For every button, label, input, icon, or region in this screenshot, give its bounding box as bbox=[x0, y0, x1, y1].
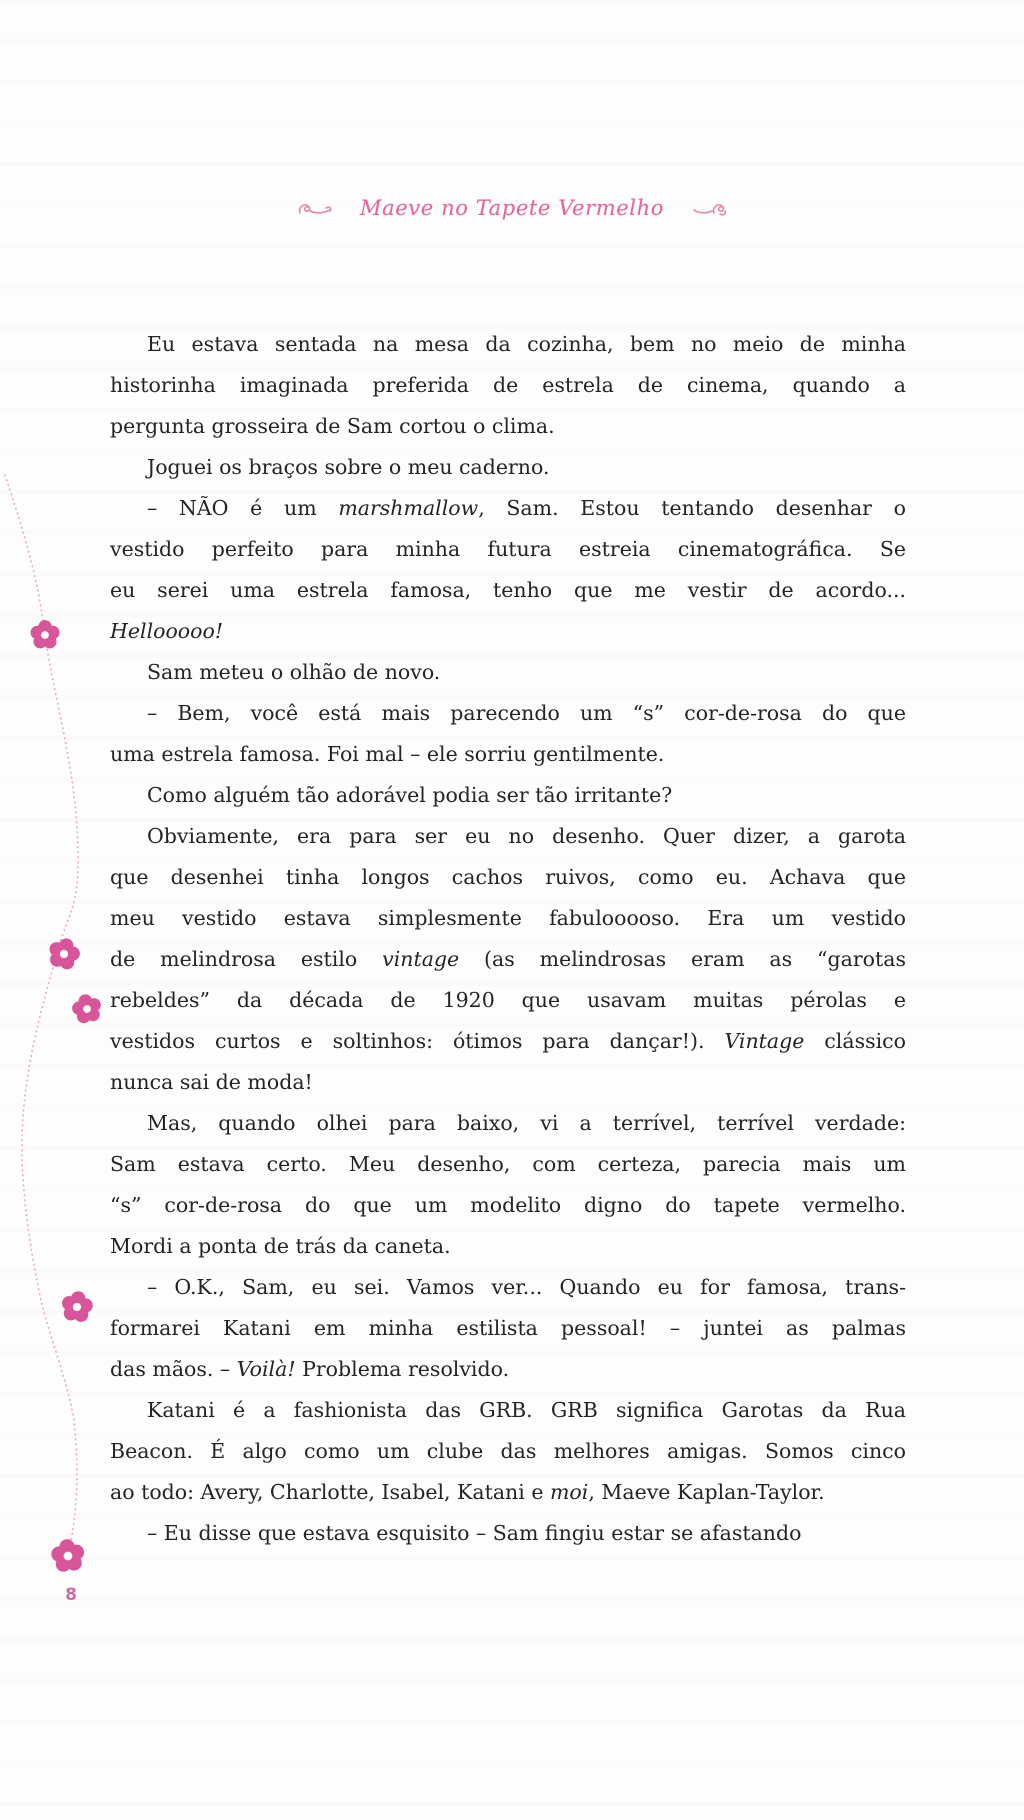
body-line: nunca sai de moda! bbox=[110, 1070, 313, 1094]
flower-icon bbox=[61, 1291, 93, 1323]
body-line: Katani é a fashionista das GRB. GRB significa Garotas da Rua bbox=[147, 1398, 906, 1422]
body-line: das mãos. – Voilà! Problema resolvido. bbox=[110, 1357, 510, 1381]
body-line: que desenhei tinha longos cachos ruivos, como eu. Achava que bbox=[110, 865, 906, 889]
flower-icon bbox=[72, 994, 102, 1024]
body-line: Como alguém tão adorável podia ser tão irritante? bbox=[147, 783, 673, 807]
body-line: rebeldes” da década de 1920 que usavam muitas pérolas e bbox=[110, 988, 906, 1012]
paragraph bbox=[110, 447, 906, 488]
body-line: eu serei uma estrela famosa, tenho que me vestir de acordo... bbox=[110, 578, 906, 602]
paragraph bbox=[110, 816, 906, 1103]
body-line: uma estrela famosa. Foi mal – ele sorriu gentilmente. bbox=[110, 742, 665, 766]
paragraph bbox=[110, 324, 906, 447]
body-line: – Bem, você está mais parecendo um “s” cor-de-rosa do que bbox=[147, 701, 906, 725]
body-line: ao todo: Avery, Charlotte, Isabel, Katani e moi, Maeve Kaplan-Taylor. bbox=[110, 1480, 825, 1504]
script-flourish-right-icon bbox=[690, 197, 728, 219]
body-line: Sam estava certo. Meu desenho, com certeza, parecia mais um bbox=[110, 1152, 906, 1176]
script-flourish-left-icon bbox=[296, 197, 334, 219]
paragraph bbox=[110, 1103, 906, 1267]
flower-icon bbox=[51, 1539, 85, 1573]
body-line: Mas, quando olhei para baixo, vi a terrível, terrível verdade: bbox=[147, 1111, 906, 1135]
paragraph bbox=[110, 1513, 906, 1554]
body-line: Mordi a ponta de trás da caneta. bbox=[110, 1234, 451, 1258]
body-line: Sam meteu o olhão de novo. bbox=[147, 660, 441, 684]
paragraph bbox=[110, 775, 906, 816]
body-line: – Eu disse que estava esquisito – Sam fingiu estar se afastando bbox=[147, 1521, 802, 1545]
body-line: Eu estava sentada na mesa da cozinha, bem no meio de minha bbox=[147, 332, 906, 356]
vine-dotted-curve bbox=[0, 470, 120, 1590]
body-line: Obviamente, era para ser eu no desenho. Quer dizer, a garota bbox=[147, 824, 906, 848]
body-line: vestidos curtos e soltinhos: ótimos para dançar!). Vintage clássico bbox=[110, 1029, 906, 1053]
body-line: “s” cor-de-rosa do que um modelito digno do tapete vermelho. bbox=[110, 1193, 906, 1217]
body-line: meu vestido estava simplesmente fabulooooso. Era um vestido bbox=[110, 906, 906, 930]
body-line: de melindrosa estilo vintage (as melindrosas eram as “garotas bbox=[110, 947, 906, 971]
page-header bbox=[0, 196, 1024, 220]
flower-icon bbox=[30, 620, 60, 650]
paragraph bbox=[110, 1390, 906, 1513]
body-text bbox=[110, 324, 906, 1554]
body-line: historinha imaginada preferida de estrela de cinema, quando a bbox=[110, 373, 906, 397]
body-line: Joguei os braços sobre o meu caderno. bbox=[147, 455, 550, 479]
body-line: pergunta grosseira de Sam cortou o clima. bbox=[110, 414, 555, 438]
page-number: 8 bbox=[65, 1585, 77, 1605]
paragraph bbox=[110, 693, 906, 775]
paragraph bbox=[110, 652, 906, 693]
body-line: Beacon. É algo como um clube das melhores amigas. Somos cinco bbox=[110, 1439, 906, 1463]
page-title: Maeve no Tapete Vermelho bbox=[360, 196, 664, 220]
body-line: – O.K., Sam, eu sei. Vamos ver... Quando eu for famosa, trans- bbox=[147, 1275, 906, 1299]
body-line: formarei Katani em minha estilista pessoal! – juntei as palmas bbox=[110, 1316, 906, 1340]
paragraph bbox=[110, 488, 906, 652]
flower-icon bbox=[48, 938, 80, 970]
paragraph bbox=[110, 1267, 906, 1390]
body-line: Hellooooo! bbox=[110, 619, 224, 643]
body-line: – NÃO é um marshmallow, Sam. Estou tentando desenhar o bbox=[147, 496, 906, 520]
body-line: vestido perfeito para minha futura estreia cinematográfica. Se bbox=[110, 537, 906, 561]
